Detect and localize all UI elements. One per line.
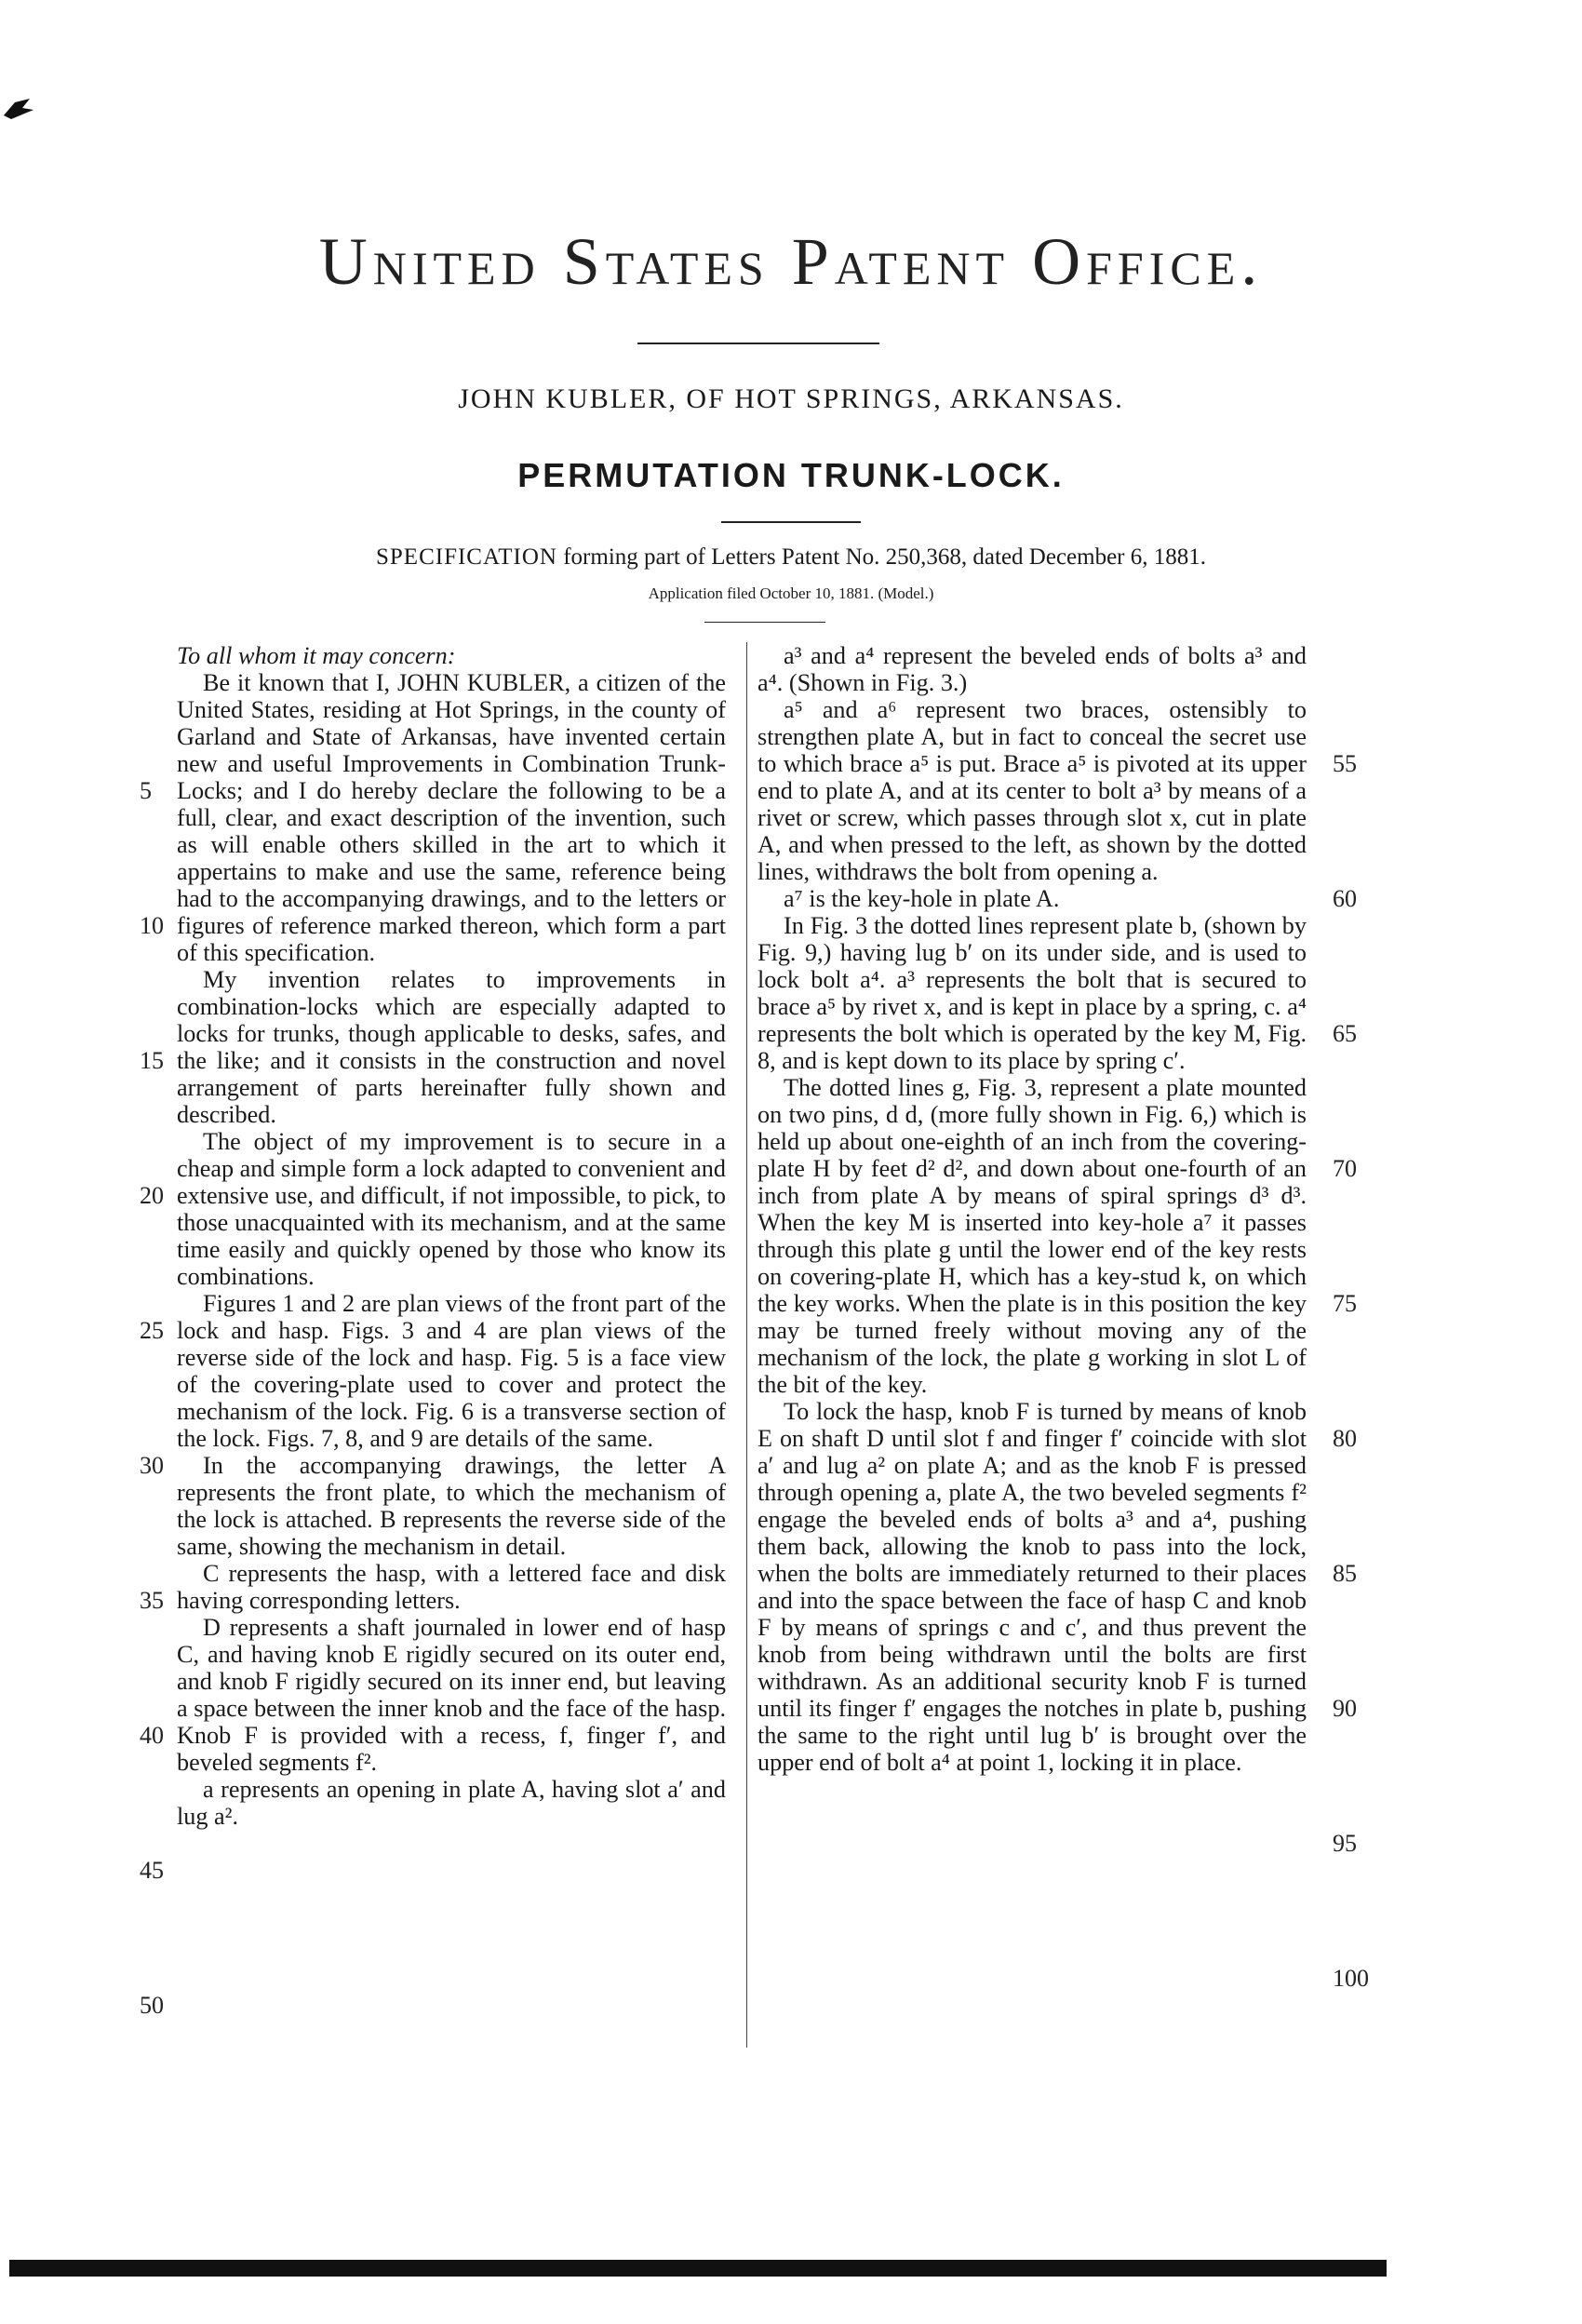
spec-rule [704, 622, 825, 623]
line-number: 15 [140, 1047, 164, 1074]
specification-label: SPECIFICATION [375, 544, 557, 570]
line-number: 85 [1333, 1560, 1357, 1587]
line-number: 70 [1333, 1155, 1357, 1182]
line-number: 65 [1333, 1020, 1357, 1047]
line-number: 10 [140, 912, 164, 939]
salutation: To all whom it may concern: [177, 642, 456, 669]
invention-title: PERMUTATION TRUNK-LOCK. [517, 456, 1065, 494]
paragraph: a³ and a⁴ represent the beveled ends of bolts a³ and a⁴. (Shown in Fig. 3.) [757, 642, 1307, 696]
column-divider [746, 642, 747, 2048]
line-number: 35 [140, 1587, 164, 1614]
paragraph: My invention relates to improvements in combination-locks which are especially adapted to locks for trunks, though applicable to desks, safes, and the like; and it consists in the construction and novel arrangement of parts hereinafter fully shown and described. [177, 966, 726, 1128]
paragraph: Be it known that I, JOHN KUBLER, a citizen of the United States, residing at Hot Springs, in the county of Garland and State of Arkansas, have invented certain new and useful Improvements in Combination Trunk-Locks; and I do hereby declare the following to be a full, clear, and exact description of the invention, such as will enable others skilled in the art to which it appertains to make and use the same, reference being had to the accompanying drawings, and to the letters or figures of reference marked thereon, which form a part of this specification. [177, 669, 726, 966]
line-number: 55 [1333, 750, 1357, 777]
paragraph: a⁵ and a⁶ represent two braces, ostensibly to strengthen plate A, but in fact to conceal the secret use to which brace a⁵ is put. Brace a⁵ is pivoted at its upper end to plate A, and at its center to bolt a³ by means of a rivet or screw, which passes through slot x, cut in plate A, and when pressed to the left, as shown by the dotted lines, withdraws the bolt from opening a. [757, 696, 1307, 885]
paragraph: In Fig. 3 the dotted lines represent plate b, (shown by Fig. 9,) having lug b′ on its under side, and is used to lock bolt a⁴. a³ represents the bolt that is secured to brace a⁵ by rivet x, and is kept in place by a spring, c. a⁴ represents the bolt which is operated by the key M, Fig. 8, and is kept down to its place by spring c′. [757, 912, 1307, 1074]
line-number: 5 [140, 777, 152, 804]
paragraph: C represents the hasp, with a lettered face and disk having corresponding letters. [177, 1560, 726, 1614]
paragraph: The object of my improvement is to secure in a cheap and simple form a lock adapted to convenient and extensive use, and difficult, if not impossible, to pick, to those unacquainted with its mechanism, and at the same time easily and quickly opened by those who know its combinations. [177, 1128, 726, 1290]
paragraph: Figures 1 and 2 are plan views of the front part of the lock and hasp. Figs. 3 and 4 are plan views of the reverse side of the lock and hasp. Fig. 5 is a face view of the covering-plate used to cover and protect the mechanism of the lock. Fig. 6 is a transverse section of the lock. Figs. 7, 8, and 9 are details of the same. [177, 1290, 726, 1452]
line-number: 50 [140, 1992, 164, 2019]
line-number: 45 [140, 1857, 164, 1884]
line-number: 40 [140, 1722, 164, 1749]
specification-rest: forming part of Letters Patent No. 250,368, dated December 6, 1881. [563, 544, 1207, 570]
line-number: 80 [1333, 1425, 1357, 1452]
paragraph: To lock the hasp, knob F is turned by means of knob E on shaft D until slot f and finger f′ coincide with slot a′ and lug a² on plate A; and as the knob F is pressed through opening a, plate A, the two beveled segments f² engage the beveled ends of bolts a³ and a⁴, pushing them back, allowing the knob to pass into the lock, when the bolts are immediately returned to their places and into the space between the face of hasp C and knob F by means of springs c and c′, and thus prevent the knob from being withdrawn until the bolts are first withdrawn. As an additional security knob F is turned until its finger f′ engages the notches in plate b, pushing the same to the right until lug b′ is brought over the upper end of bolt a⁴ at point 1, locking it in place. [757, 1398, 1307, 1776]
patent-office-title: United States Patent Office. [318, 224, 1264, 299]
bottom-scan-bar [9, 2260, 1387, 2277]
line-number: 90 [1333, 1695, 1357, 1722]
inventor-line: JOHN KUBLER, OF HOT SPRINGS, ARKANSAS. [458, 383, 1124, 414]
paragraph: D represents a shaft journaled in lower end of hasp C, and having knob E rigidly secured on its outer end, and knob F rigidly secured on its inner end, but leaving a space between the inner knob and the face of the hasp. Knob F is provided with a recess, f, finger f′, and beveled segments f². [177, 1614, 726, 1776]
right-column [757, 642, 1307, 1776]
line-number: 75 [1333, 1290, 1357, 1317]
specification-line [0, 544, 1582, 571]
line-number: 60 [1333, 885, 1357, 912]
paragraph: a represents an opening in plate A, having slot a′ and lug a². [177, 1776, 726, 1830]
invention-rule [721, 521, 861, 523]
line-number: 100 [1333, 1965, 1369, 1992]
left-column [177, 642, 726, 1830]
paragraph: In the accompanying drawings, the letter A represents the front plate, to which the mechanism of the lock is attached. B represents the reverse side of the same, showing the mechanism in detail. [177, 1452, 726, 1560]
line-number: 20 [140, 1182, 164, 1209]
line-number: 30 [140, 1452, 164, 1479]
paragraph: a⁷ is the key-hole in plate A. [784, 885, 1060, 912]
corner-mark-icon [2, 95, 35, 123]
line-number: 95 [1333, 1830, 1357, 1857]
line-number: 25 [140, 1317, 164, 1344]
paragraph: The dotted lines g, Fig. 3, represent a plate mounted on two pins, d d, (more fully shown in Fig. 6,) which is held up about one-eighth of an inch from the covering-plate H by feet d² d², and down about one-fourth of an inch from plate A by means of spiral springs d³ d³. When the key M is inserted into key-hole a⁷ it passes through this plate g until the lower end of the key rests on covering-plate H, which has a key-stud k, on which the key works. When the plate is in this position the key may be turned freely without moving any of the mechanism of the lock, the plate g working in slot L of the bit of the key. [757, 1074, 1307, 1398]
application-line: Application filed October 10, 1881. (Model.) [648, 584, 934, 602]
title-rule [637, 343, 879, 344]
